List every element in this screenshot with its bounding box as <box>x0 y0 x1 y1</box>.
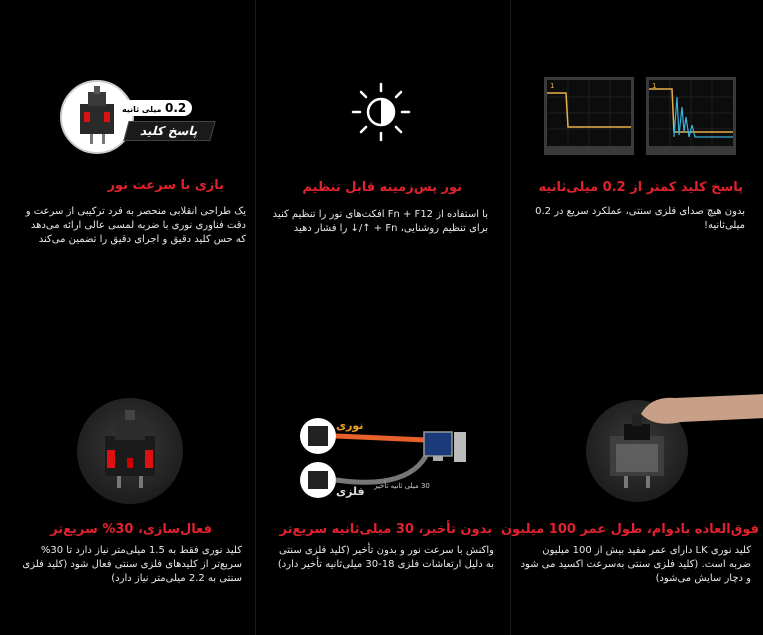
switch-image <box>60 80 134 154</box>
badge-unit: میلی ثانیه <box>122 105 162 114</box>
svg-text:1: 1 <box>652 82 657 90</box>
feature-gaming-speed <box>0 0 254 317</box>
brightness-icon <box>351 82 411 142</box>
badge-caption: پاسخ کلید <box>123 121 216 141</box>
feature-title: نور پس‌زمینه قابل تنظیم <box>302 180 462 195</box>
feature-actuation <box>0 318 254 635</box>
feature-title: فوق‌العاده بادوام، طول عمر 100 میلیون <box>501 522 759 537</box>
feature-desc: کلید نوری LK دارای عمر مفید بیش از 100 میلیون ضربه است. (کلید فلزی سنتی به‌سرعت اکسید می شود و دچار سایش می‌شود) <box>520 545 751 584</box>
finger-icon <box>641 388 763 428</box>
feature-desc: کلید نوری فقط به 1.5 میلی‌متر نیاز دارد تا 30% سریع‌تر از کلیدهای فلزی سنتی فعال شود (کلید فلزی سنتی به 2.2 میلی‌متر نیاز دارد) <box>22 545 242 584</box>
optical-switch-icon <box>77 398 183 504</box>
feature-title: فعال‌سازی، 30% سریع‌تر <box>50 522 212 537</box>
feature-backlight <box>256 0 510 317</box>
feature-title: پاسخ کلید کمتر از 0.2 میلی‌ثانیه <box>538 180 743 195</box>
svg-text:1: 1 <box>550 82 555 90</box>
feature-title: بازی با سرعت نور <box>107 178 224 193</box>
delay-note: 30 میلی ثانیه تأخیر <box>374 482 430 490</box>
feature-desc: بدون هیچ صدای فلزی سنتی، عملکرد سریع در 0.2 میلی‌ثانیه! <box>535 206 745 231</box>
badge-value: 0.2 <box>164 101 187 115</box>
switch-image <box>77 398 183 504</box>
metal-label: فلزی <box>336 485 365 498</box>
feature-no-delay <box>256 318 510 635</box>
feature-response <box>511 0 763 317</box>
feature-desc: با استفاده از Fn + F12 افکت‌های نور را تنظیم کنید برای تنظیم روشنایی، Fn + ↑/↓ را فشار دهید <box>272 209 488 234</box>
switch-icon <box>62 82 132 152</box>
feature-durability <box>501 318 763 635</box>
feature-desc: یک طراحی انقلابی منحصر به فرد ترکیبی از سرعت و دقت فناوری نوری با ضربه لمسی عالی ارائه می‌دهد که حس کلید دقیق و اجرای دقیق را تضمین می‌کند <box>25 206 246 245</box>
comparison-diagram <box>296 414 474 504</box>
optical-label: نوری <box>336 419 364 432</box>
feature-desc: واکنش با سرعت نور و بدون تأخیر (کلید فلزی سنتی به دلیل ارتعاشات فلزی 18-30 میلی‌ثانیه تأخیر دارد) <box>277 545 494 570</box>
oscilloscope-graphs <box>544 77 736 155</box>
feature-title: بدون تأخیر، 30 میلی‌ثانیه سریع‌تر <box>279 522 492 537</box>
response-badge <box>116 100 192 116</box>
